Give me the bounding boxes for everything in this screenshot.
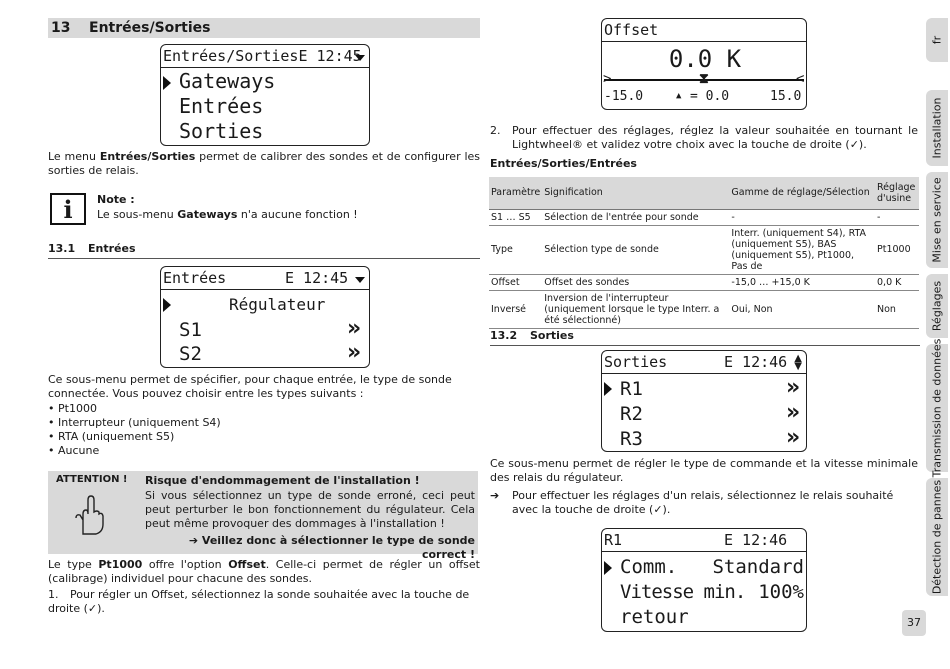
tab-label: Réglages — [930, 280, 944, 332]
table-cell: Non — [875, 290, 919, 328]
tab-reglages[interactable] — [926, 274, 948, 338]
slider-thumb-icon: ⧗ — [699, 71, 709, 87]
lcd-header-right: E 12:46 — [724, 353, 788, 371]
step-2-text: Pour effectuer des réglages, réglez la valeur souhaitée en tournant le Lightwheel® et validez votre choix avec la touche de droite (✓). — [512, 124, 918, 151]
intro-paragraph: Le menu Entrées/Sorties permet de calibrer des sondes et de configurer les sorties de relais. — [48, 150, 480, 177]
submenu-arrow-icon: » — [347, 316, 362, 341]
attention-label: ATTENTION ! — [56, 474, 128, 485]
subsection-outputs-heading — [490, 329, 920, 343]
menu-item-s2: S2 — [179, 343, 202, 365]
tab-label: fr — [930, 35, 944, 45]
menu-item-regulateur: Régulateur — [229, 295, 326, 314]
pt1000-paragraph: Le type Pt1000 offre l'option Offset. Celle-ci permet de régler un offset (calibrage) individuel pour chacune des sondes. — [48, 558, 480, 585]
subsection-inputs-number: 13.1 — [48, 242, 76, 255]
tab-fr[interactable] — [926, 18, 948, 62]
selection-cursor-icon — [163, 76, 171, 90]
submenu-arrow-icon: » — [786, 400, 801, 425]
lcd-screen-offset — [601, 18, 807, 110]
lcd-header — [602, 529, 806, 552]
submenu-arrow-icon: » — [347, 340, 362, 365]
parameter-table — [489, 177, 919, 329]
arrow-bullet-icon: ➔ — [490, 489, 500, 502]
submenu-arrow-icon: » — [786, 425, 801, 450]
setting-value: Standard — [712, 556, 804, 578]
list-item: • Pt1000 — [48, 402, 348, 416]
setting-value: 100% — [758, 581, 804, 603]
lcd-screen-main — [160, 44, 370, 146]
lcd-header — [602, 351, 806, 374]
selection-cursor-icon — [604, 561, 612, 575]
table-header: Signification — [542, 177, 729, 209]
lcd-screen-r1 — [601, 528, 807, 632]
table-cell: Offset — [489, 274, 542, 290]
tab-label: Détection de pannes — [930, 479, 944, 595]
note-body: Le sous-menu Gateways n'a aucune fonction ! — [97, 208, 358, 221]
table-cell: Sélection de l'entrée pour sonde — [542, 209, 729, 225]
slider-right-icon: < — [796, 71, 805, 87]
scroll-updown-icon: ▲ ▼ — [794, 353, 802, 372]
menu-item-gateways: Gateways — [179, 69, 276, 93]
selection-cursor-icon — [604, 382, 612, 396]
submenu-arrow-icon: » — [786, 375, 801, 400]
selection-cursor-icon — [163, 298, 171, 312]
list-item: • Aucune — [48, 444, 348, 458]
subsection-inputs-heading — [48, 242, 480, 256]
table-cell: -15,0 … +15,0 K — [729, 274, 875, 290]
table-header: Réglage d'usine — [875, 177, 919, 209]
tab-installation[interactable] — [926, 90, 948, 166]
lcd-header-right: E 12:45 — [285, 269, 349, 287]
tab-transmission-de-donnees[interactable] — [926, 338, 948, 478]
table-cell: Inversé — [489, 290, 542, 328]
attention-title: Risque d'endommagement de l'installation ! — [145, 474, 420, 487]
table-row — [489, 290, 919, 328]
list-item: • RTA (uniquement S5) — [48, 430, 348, 444]
table-row — [489, 274, 919, 290]
tab-mise-en-service[interactable] — [926, 172, 948, 268]
table-title: Entrées/Sorties/Entrées — [490, 157, 637, 170]
warning-hand-icon — [72, 494, 106, 538]
section-title: Entrées/Sorties — [89, 20, 211, 36]
menu-item-sorties: Sorties — [179, 119, 264, 143]
table-cell: - — [875, 209, 919, 225]
subsection-outputs-number: 13.2 — [490, 329, 518, 342]
lcd-header-left: Sorties — [604, 353, 668, 371]
inputs-paragraph: Ce sous-menu permet de spécifier, pour chaque entrée, le type de sonde connectée. Vous pouvez choisir entre les types suivants : — [48, 373, 452, 400]
table-cell: Interr. (uniquement S4), RTA (uniquement S5), BAS (uniquement S5), Pt1000, Pas de — [729, 225, 875, 274]
lcd-screen-outputs — [601, 350, 807, 452]
setting-label: Comm. — [620, 556, 678, 578]
step-1-text: Pour régler un Offset, sélectionnez la sonde souhaitée avec la touche de droite (✓). — [48, 588, 470, 615]
table-header: Paramètre — [489, 177, 542, 209]
lcd-header — [161, 267, 369, 290]
menu-item-entrees: Entrées — [179, 94, 264, 118]
menu-item-r1: R1 — [620, 378, 643, 400]
tab-label: Transmission de données — [930, 338, 944, 478]
info-icon: i — [50, 193, 86, 225]
sensor-type-list — [48, 402, 348, 458]
offset-value: 0.0 K — [668, 45, 742, 73]
tab-label: Mise en service — [930, 177, 944, 263]
list-item: • Interrupteur (uniquement S4) — [48, 416, 348, 430]
table-cell: Type — [489, 225, 542, 274]
lcd-header-left: R1 — [604, 531, 623, 549]
table-row — [489, 209, 919, 225]
lcd-header-right: E 12:46 — [724, 531, 788, 549]
section-header — [48, 18, 480, 38]
table-row — [489, 225, 919, 274]
table-cell: - — [729, 209, 875, 225]
offset-max: 15.0 — [770, 89, 802, 104]
scroll-down-icon — [355, 277, 365, 283]
menu-item-s1: S1 — [179, 319, 202, 341]
subsection-inputs-title: Entrées — [88, 242, 136, 255]
subsection-rule — [490, 345, 920, 346]
slider-left-icon: > — [603, 71, 612, 87]
table-header-row — [489, 177, 919, 209]
lcd-header — [161, 45, 369, 68]
attention-action: ➔ Veillez donc à sélectionner le type de sonde correct ! — [188, 534, 475, 561]
subsection-outputs-title: Sorties — [530, 329, 574, 342]
table-cell: Inversion de l'interrupteur (uniquement lorsque le type Interr. a été sélectionné) — [542, 290, 729, 328]
attention-body: Si vous sélectionnez un type de sonde erroné, ceci peut peut perturber le bon fonctionnement du régulateur. Cela peut même provoquer des dommages à l'installation ! — [145, 489, 475, 530]
table-cell: Offset des sondes — [542, 274, 729, 290]
menu-item-r2: R2 — [620, 403, 643, 425]
page-number: 37 — [902, 610, 926, 636]
step-2: 2. Pour effectuer des réglages, réglez la valeur souhaitée en tournant le Lightwheel® et validez votre choix avec la touche de droite (✓). — [490, 124, 918, 151]
setting-label: retour — [620, 606, 689, 628]
table-cell: S1 … S5 — [489, 209, 542, 225]
default-marker-icon: ▲ — [676, 91, 682, 101]
lcd-header-text: Entrées/SortiesE 12:45 — [163, 47, 362, 65]
scroll-down-icon — [355, 55, 365, 61]
setting-label: Vitesse min. — [620, 581, 746, 603]
table-cell: 0,0 K — [875, 274, 919, 290]
offset-default: = 0.0 — [690, 89, 730, 104]
section-number: 13 — [51, 20, 71, 36]
table-cell: Oui, Non — [729, 290, 875, 328]
tab-label: Installation — [930, 97, 944, 159]
table-cell: Sélection type de sonde — [542, 225, 729, 274]
subsection-rule — [48, 258, 480, 259]
menu-item-r3: R3 — [620, 428, 643, 450]
table-cell: Pt1000 — [875, 225, 919, 274]
note-title: Note : — [97, 193, 135, 206]
lcd-header — [602, 19, 806, 42]
outputs-paragraph: Ce sous-menu permet de régler le type de commande et la vitesse minimale des relais du régulateur. — [490, 457, 918, 484]
outputs-step-text: Pour effectuer les réglages d'un relais, sélectionnez le relais souhaité avec la touche de droite (✓). — [512, 489, 894, 516]
step-1: 1. Pour régler un Offset, sélectionnez la sonde souhaitée avec la touche de droite (✓). — [48, 588, 470, 615]
lcd-header-text: Offset — [604, 21, 659, 39]
lcd-header-left: Entrées — [163, 269, 227, 287]
lcd-screen-inputs — [160, 266, 370, 368]
table-header: Gamme de réglage/Sélection — [729, 177, 875, 209]
outputs-step — [490, 489, 918, 517]
offset-min: -15.0 — [604, 89, 644, 104]
tab-detection-de-pannes[interactable] — [926, 478, 948, 596]
